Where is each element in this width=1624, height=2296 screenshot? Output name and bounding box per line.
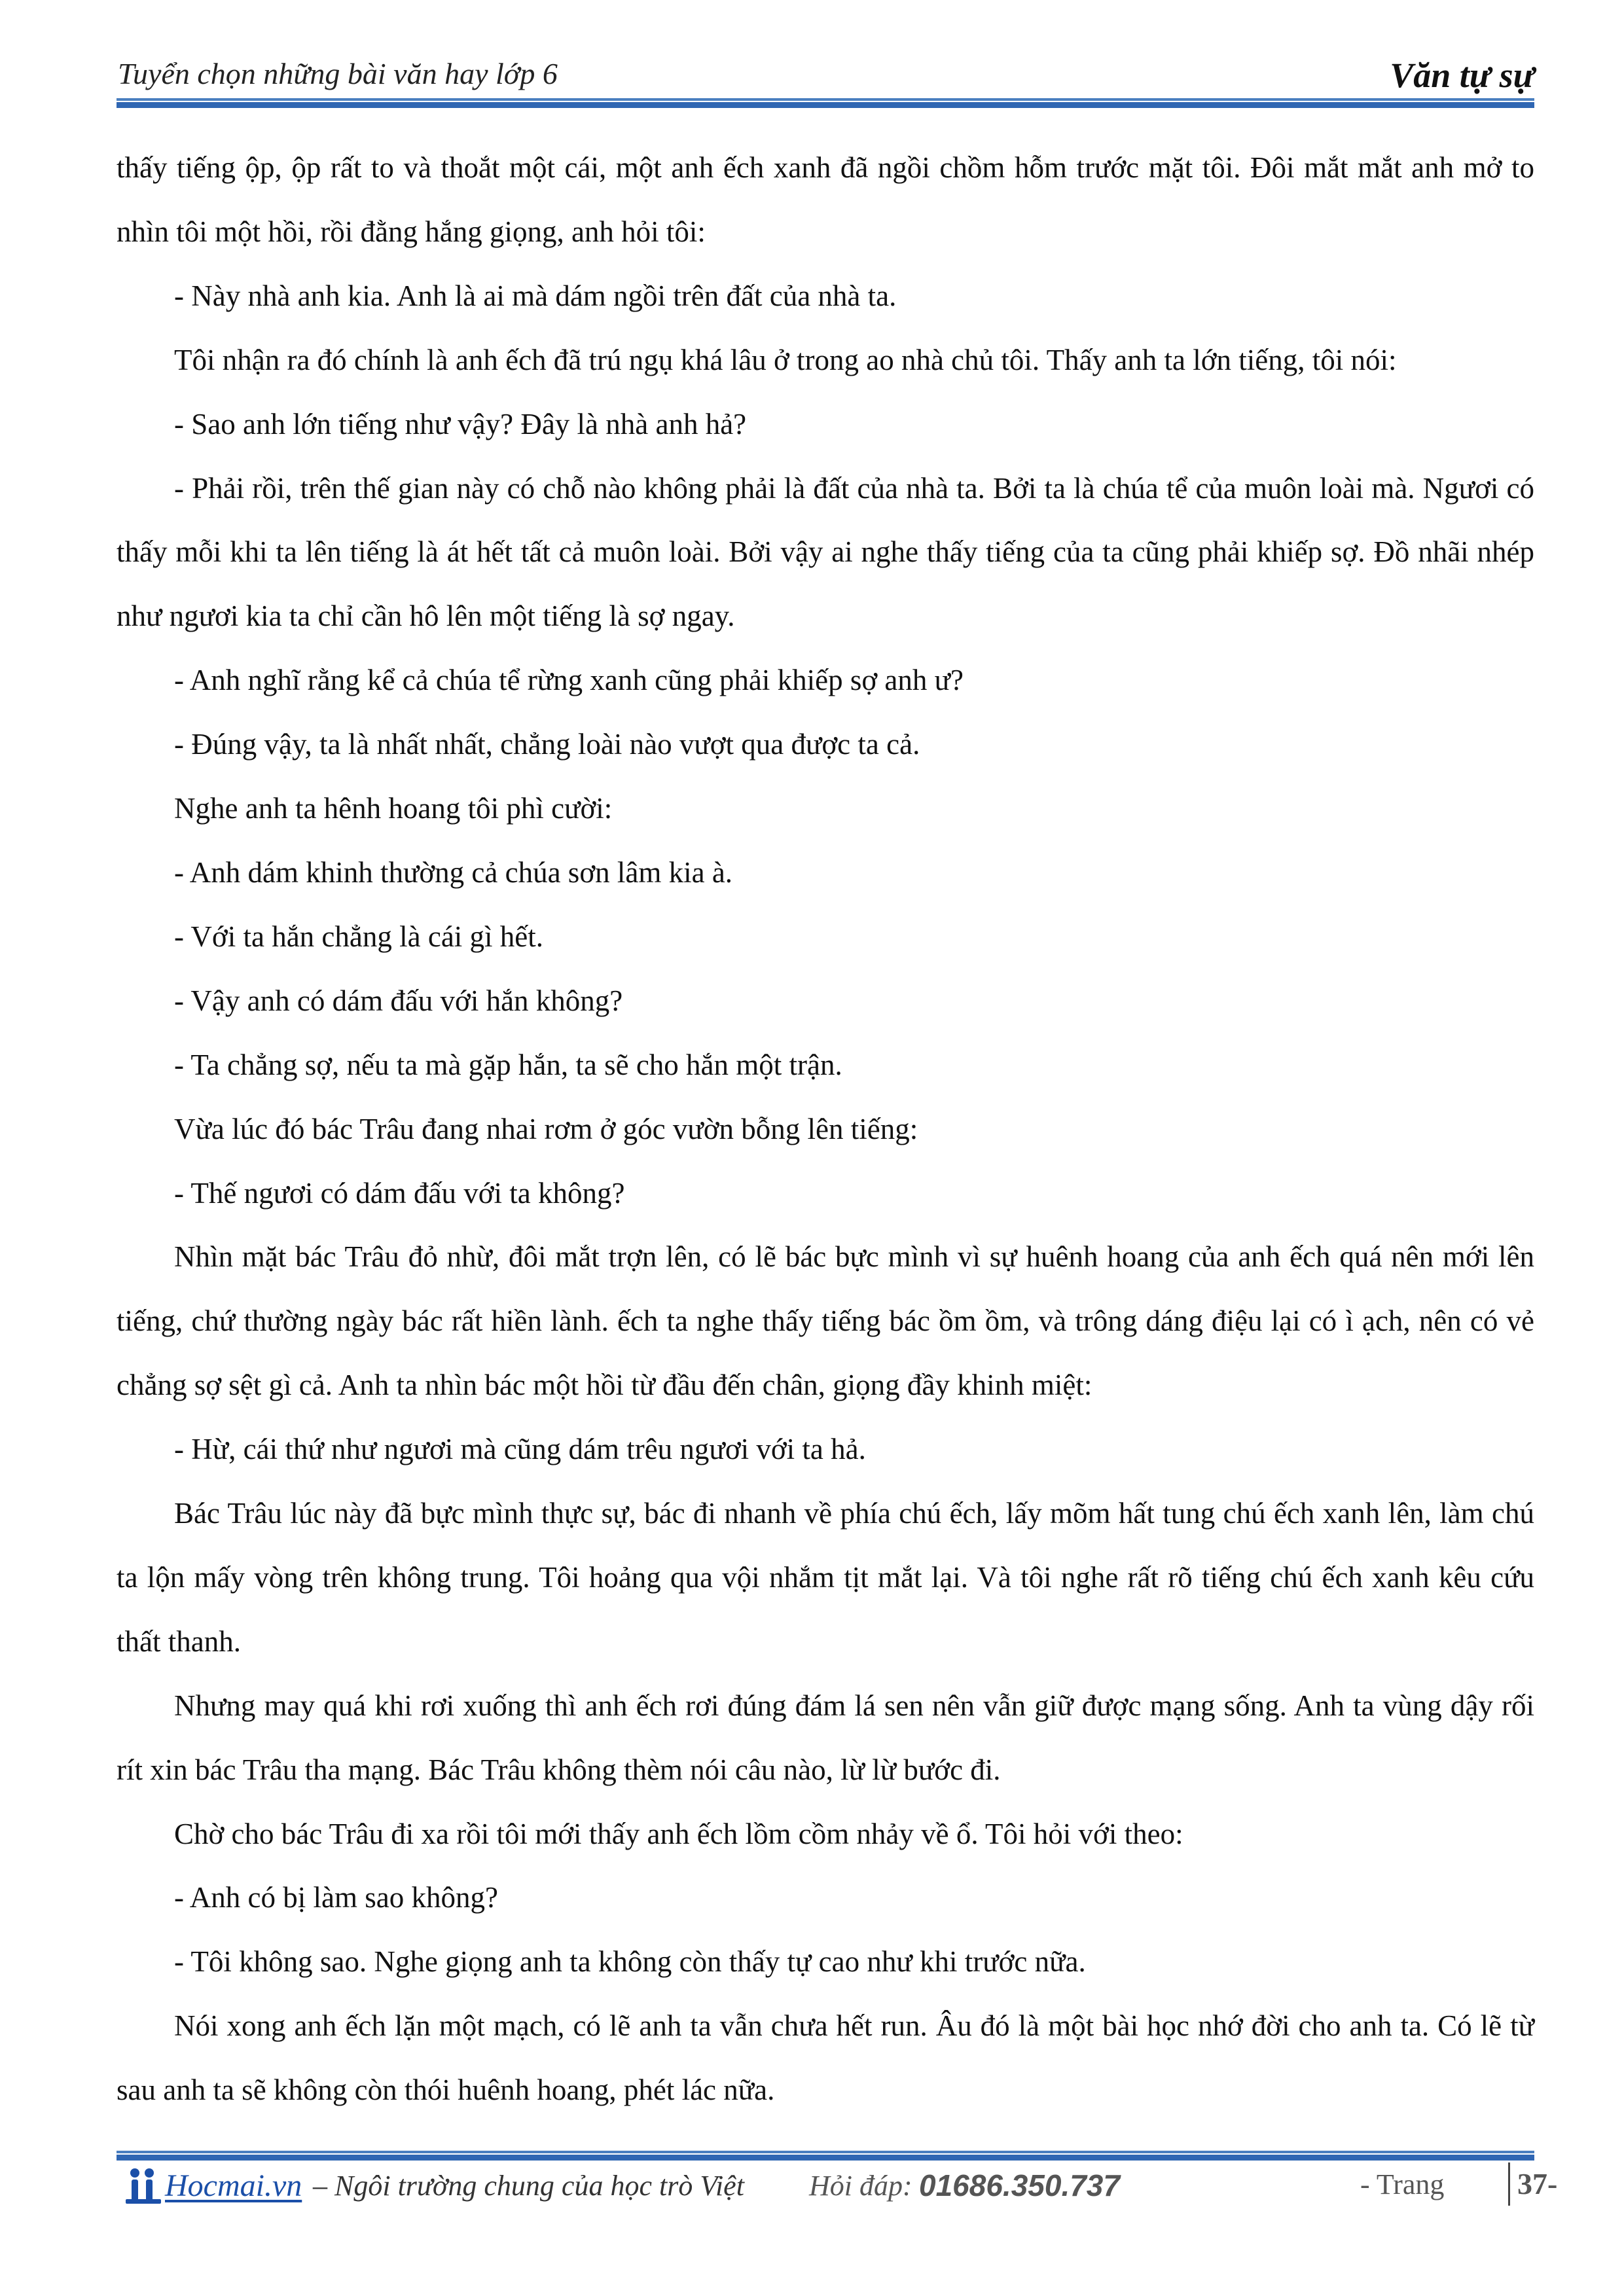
paragraph: Nghe anh ta hênh hoang tôi phì cười: [174, 792, 613, 825]
paragraph: - Với ta hắn chẳng là cái gì hết. [174, 920, 544, 953]
paragraph: - Sao anh lớn tiếng như vậy? Đây là nhà anh hả? [174, 407, 747, 440]
page-header [117, 55, 1534, 101]
hotline-label: Hỏi đáp: [809, 2170, 912, 2202]
paragraph: - Này nhà anh kia. Anh là ai mà dám ngồi trên đất của nhà ta. [174, 279, 897, 312]
paragraph: - Anh nghĩ rằng kể cả chúa tể rừng xanh cũng phải khiếp sợ anh ư? [174, 664, 964, 697]
page-label: - Trang [1360, 2168, 1445, 2200]
footer-rule-thin [117, 2151, 1534, 2153]
paragraph: - Anh dám khinh thường cả chúa sơn lâm kia à. [174, 855, 733, 889]
paragraph: Nhưng may quá khi rơi xuống thì anh ếch rơi đúng đám lá sen nên vẫn giữ được mạng sống. Anh ta vùng dậy rối rít xin bác Trâu tha mạng. Bác Trâu không thèm nói câu nào, lừ lừ bước đi. [117, 1689, 1534, 1786]
paragraph: Bác Trâu lúc này đã bực mình thực sự, bác đi nhanh về phía chú ếch, lấy mõm hất tung chú ếch xanh lên, làm chú ta lộn mấy vòng trên không trung. Tôi hoảng qua vội nhắm tịt mắt lại. Và tôi nghe rất rõ tiếng chú ếch xanh kêu cứu thất thanh. [117, 1497, 1534, 1658]
paragraph: - Đúng vậy, ta là nhất nhất, chẳng loài nào vượt qua được ta cả. [174, 728, 920, 761]
footer-rule-thick [117, 2155, 1534, 2161]
paragraph: Nhìn mặt bác Trâu đỏ nhừ, đôi mắt trợn lên, có lẽ bác bực mình vì sự huênh hoang của anh ếch quá nên mới lên tiếng, chứ thường ngày bác rất hiền lành. ếch ta nghe thấy tiếng bác ồm ồm, và trông dáng điệu lại có ì ạch, nên có vẻ chẳng sợ sệt gì cả. Anh ta nhìn bác một hồi từ đầu đến chân, giọng đầy khinh miệt: [117, 1240, 1534, 1402]
paragraph: - Tôi không sao. Nghe giọng anh ta không còn thấy tự cao như khi trước nữa. [174, 1945, 1086, 1979]
page-separator [1508, 2162, 1510, 2206]
paragraph: - Vậy anh có dám đấu với hắn không? [174, 984, 623, 1017]
paragraph: Tôi nhận ra đó chính là anh ếch đã trú ngụ khá lâu ở trong ao nhà chủ tôi. Thấy anh ta lớn tiếng, tôi nói: [174, 343, 1397, 376]
paragraph: - Thế ngươi có dám đấu với ta không? [174, 1176, 625, 1210]
book-title: Tuyển chọn những bài văn hay lớp 6 [118, 57, 558, 90]
paragraph: - Anh có bị làm sao không? [174, 1881, 498, 1914]
paragraph: Chờ cho bác Trâu đi xa rồi tôi mới thấy anh ếch lồm cồm nhảy về ổ. Tôi hỏi với theo: [174, 1817, 1183, 1850]
paragraph: thấy tiếng ộp, ộp rất to và thoắt một cái, một anh ếch xanh đã ngồi chồm hỗm trước mặt tôi. Đôi mắt mắt anh mở to nhìn tôi một hồi, rồi đằng hắng giọng, anh hỏi tôi: [117, 151, 1534, 248]
paragraph: Vừa lúc đó bác Trâu đang nhai rơm ở góc vườn bỗng lên tiếng: [174, 1112, 918, 1145]
article-body [117, 136, 1534, 2123]
paragraph: - Ta chẳng sợ, nếu ta mà gặp hắn, ta sẽ cho hắn một trận. [174, 1048, 842, 1081]
slogan: – Ngôi trường chung của học trò Việt [313, 2170, 744, 2202]
paragraph: - Phải rồi, trên thế gian này có chỗ nào không phải là đất của nhà ta. Bởi ta là chúa tể của muôn loài mà. Ngươi có thấy mỗi khi ta lên tiếng là át hết tất cả muôn loài. Bởi vậy ai nghe thấy tiếng của ta cũng phải khiếp sợ. Đồ nhãi nhép như ngươi kia ta chỉ cần hô lên một tiếng là sợ ngay. [117, 471, 1534, 633]
header-rule-thin [117, 98, 1534, 101]
hocmai-logo-icon [123, 2166, 164, 2207]
paragraph: - Hừ, cái thứ như ngươi mà cũng dám trêu ngươi với ta hả. [174, 1433, 866, 1466]
page-number: 37- [1517, 2167, 1558, 2200]
hotline-number: 01686.350.737 [919, 2168, 1120, 2202]
section-title: Văn tự sự [1390, 56, 1534, 95]
page-footer [117, 2164, 1558, 2223]
header-rule-thick [117, 102, 1534, 108]
paragraph: Nói xong anh ếch lặn một mạch, có lẽ anh ta vẫn chưa hết run. Âu đó là một bài học nhớ đời cho anh ta. Có lẽ từ sau anh ta sẽ không còn thói huênh hoang, phét lác nữa. [117, 2009, 1534, 2107]
site-link[interactable]: Hocmai.vn [165, 2168, 302, 2203]
